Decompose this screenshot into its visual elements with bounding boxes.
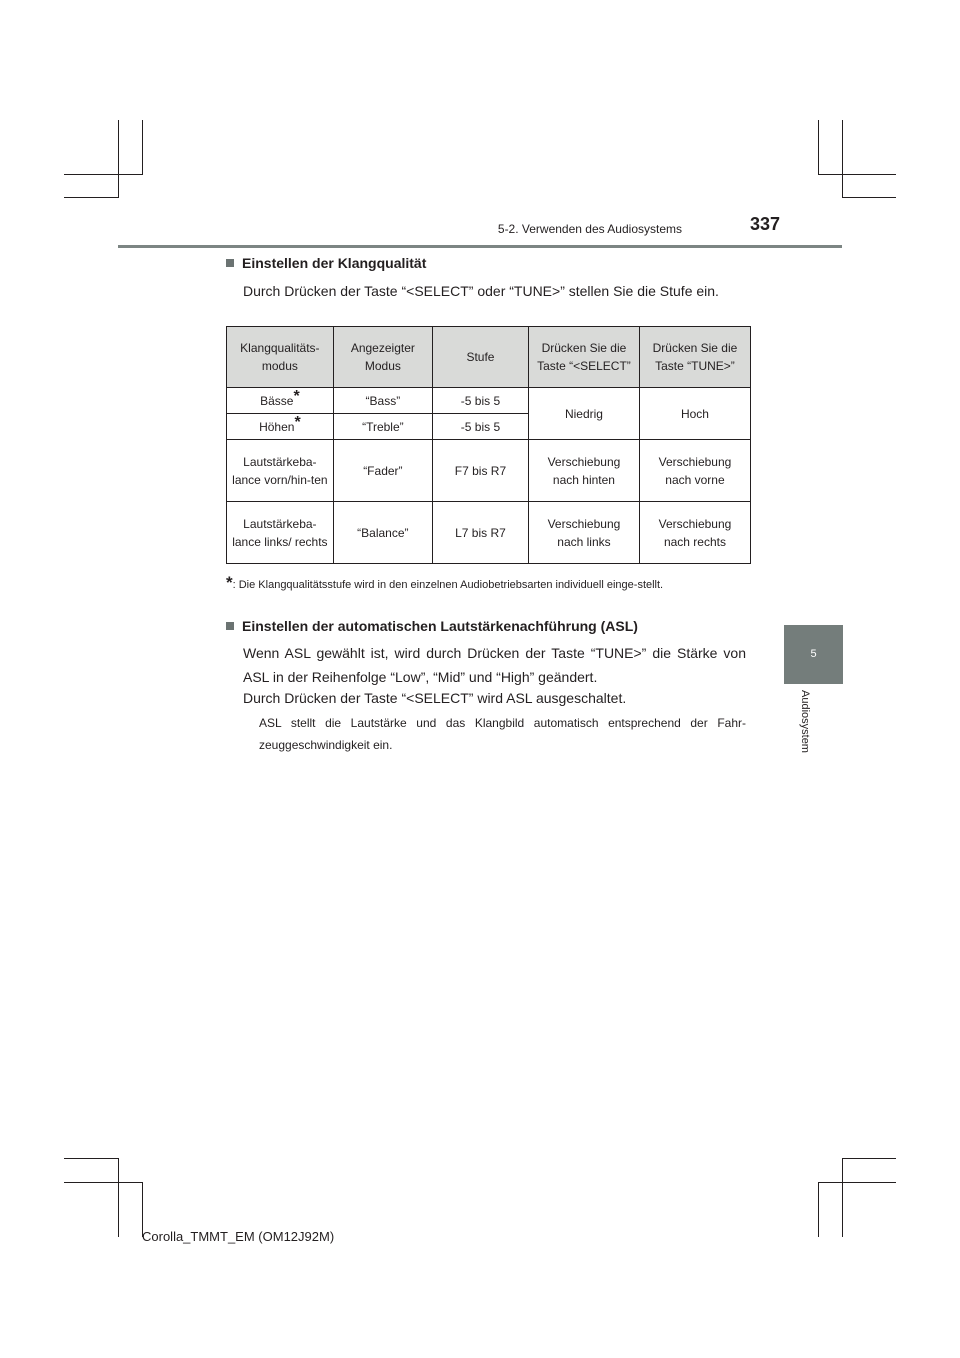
table-cell: Verschiebung nach links: [528, 502, 639, 564]
section-heading-tone: [226, 255, 426, 271]
table-cell: Lautstärkeba-lance links/ rechts: [227, 502, 334, 564]
column-header: Drücken Sie die Taste “TUNE>”: [639, 327, 750, 388]
page-number: 337: [749, 214, 780, 234]
table-cell: Lautstärkeba-lance vorn/hin-ten: [227, 440, 334, 502]
cell-text: Höhen: [259, 419, 295, 434]
table-cell: “Fader”: [333, 440, 432, 502]
crop-mark: [842, 1158, 843, 1237]
footnote-marker: *: [226, 573, 233, 592]
table-cell: [227, 414, 334, 440]
header-divider: [118, 245, 842, 248]
footnote-star: *: [294, 413, 301, 431]
footnote-text: : Die Klangqualitätsstufe wird in den einzelnen Audiobetriebsarten individuell einge-stellt.: [232, 579, 664, 591]
table-cell: Verschiebung nach vorne: [639, 440, 750, 502]
column-header: Drücken Sie die Taste “<SELECT”: [528, 327, 639, 388]
running-header: 5-2. Verwenden des Audiosystems: [497, 222, 682, 236]
asl-paragraph-1: Wenn ASL gewählt ist, wird durch Drücken der Taste “TUNE>” die Stärke von ASL in der Reihenfolge “Low”, “Mid” und “High” geändert.: [243, 645, 746, 685]
crop-mark: [818, 1182, 819, 1237]
table-cell: -5 bis 5: [432, 388, 528, 414]
table-cell: “Balance”: [333, 502, 432, 564]
tone-intro-paragraph: Durch Drücken der Taste “<SELECT” oder “TUNE>” stellen Sie die Stufe ein.: [243, 283, 719, 299]
table-cell: F7 bis R7: [432, 440, 528, 502]
heading-text: Einstellen der automatischen Lautstärkenachführung (ASL): [242, 618, 638, 634]
crop-mark: [118, 120, 119, 198]
table-cell: L7 bis R7: [432, 502, 528, 564]
footnote-star: *: [293, 387, 300, 405]
section-heading-asl: [226, 618, 638, 634]
crop-mark: [842, 1158, 896, 1159]
crop-mark: [818, 120, 819, 175]
table-cell: “Treble”: [333, 414, 432, 440]
asl-paragraph-2: Durch Drücken der Taste “<SELECT” wird ASL ausgeschaltet.: [243, 690, 627, 706]
crop-mark: [142, 120, 143, 175]
crop-mark: [818, 174, 896, 175]
crop-mark: [842, 197, 896, 198]
table-footnote: [226, 574, 746, 594]
column-header: Stufe: [432, 327, 528, 388]
asl-note: ASL stellt die Lautstärke und das Klangbild automatisch entsprechend der Fahr-zeuggeschwindigkeit ein.: [259, 716, 746, 752]
table-row: [227, 388, 751, 414]
crop-mark: [64, 174, 143, 175]
document-footer: Corolla_TMMT_EM (OM12J92M): [142, 1229, 335, 1244]
crop-mark: [842, 120, 843, 198]
table-cell: Verschiebung nach rechts: [639, 502, 750, 564]
column-header: Klangqualitäts-modus: [227, 327, 334, 388]
tone-settings-table: [226, 326, 751, 564]
table-cell: [227, 388, 334, 414]
cell-text: Bässe: [260, 393, 294, 408]
table-cell: Verschiebung nach hinten: [528, 440, 639, 502]
table-cell: -5 bis 5: [432, 414, 528, 440]
table-header-row: [227, 327, 751, 388]
table-row: [227, 440, 751, 502]
table-cell: Niedrig: [528, 388, 639, 440]
table-cell: Hoch: [639, 388, 750, 440]
column-header: Angezeigter Modus: [333, 327, 432, 388]
chapter-tab: 5: [784, 625, 843, 684]
crop-mark: [118, 1158, 119, 1237]
table-cell: “Bass”: [333, 388, 432, 414]
crop-mark: [64, 197, 119, 198]
crop-mark: [64, 1158, 119, 1159]
chapter-label: Audiosystem: [799, 690, 811, 753]
crop-mark: [818, 1182, 896, 1183]
square-bullet-icon: [226, 622, 234, 630]
crop-mark: [64, 1182, 143, 1183]
square-bullet-icon: [226, 259, 234, 267]
table-row: [227, 502, 751, 564]
heading-text: Einstellen der Klangqualität: [242, 255, 427, 271]
